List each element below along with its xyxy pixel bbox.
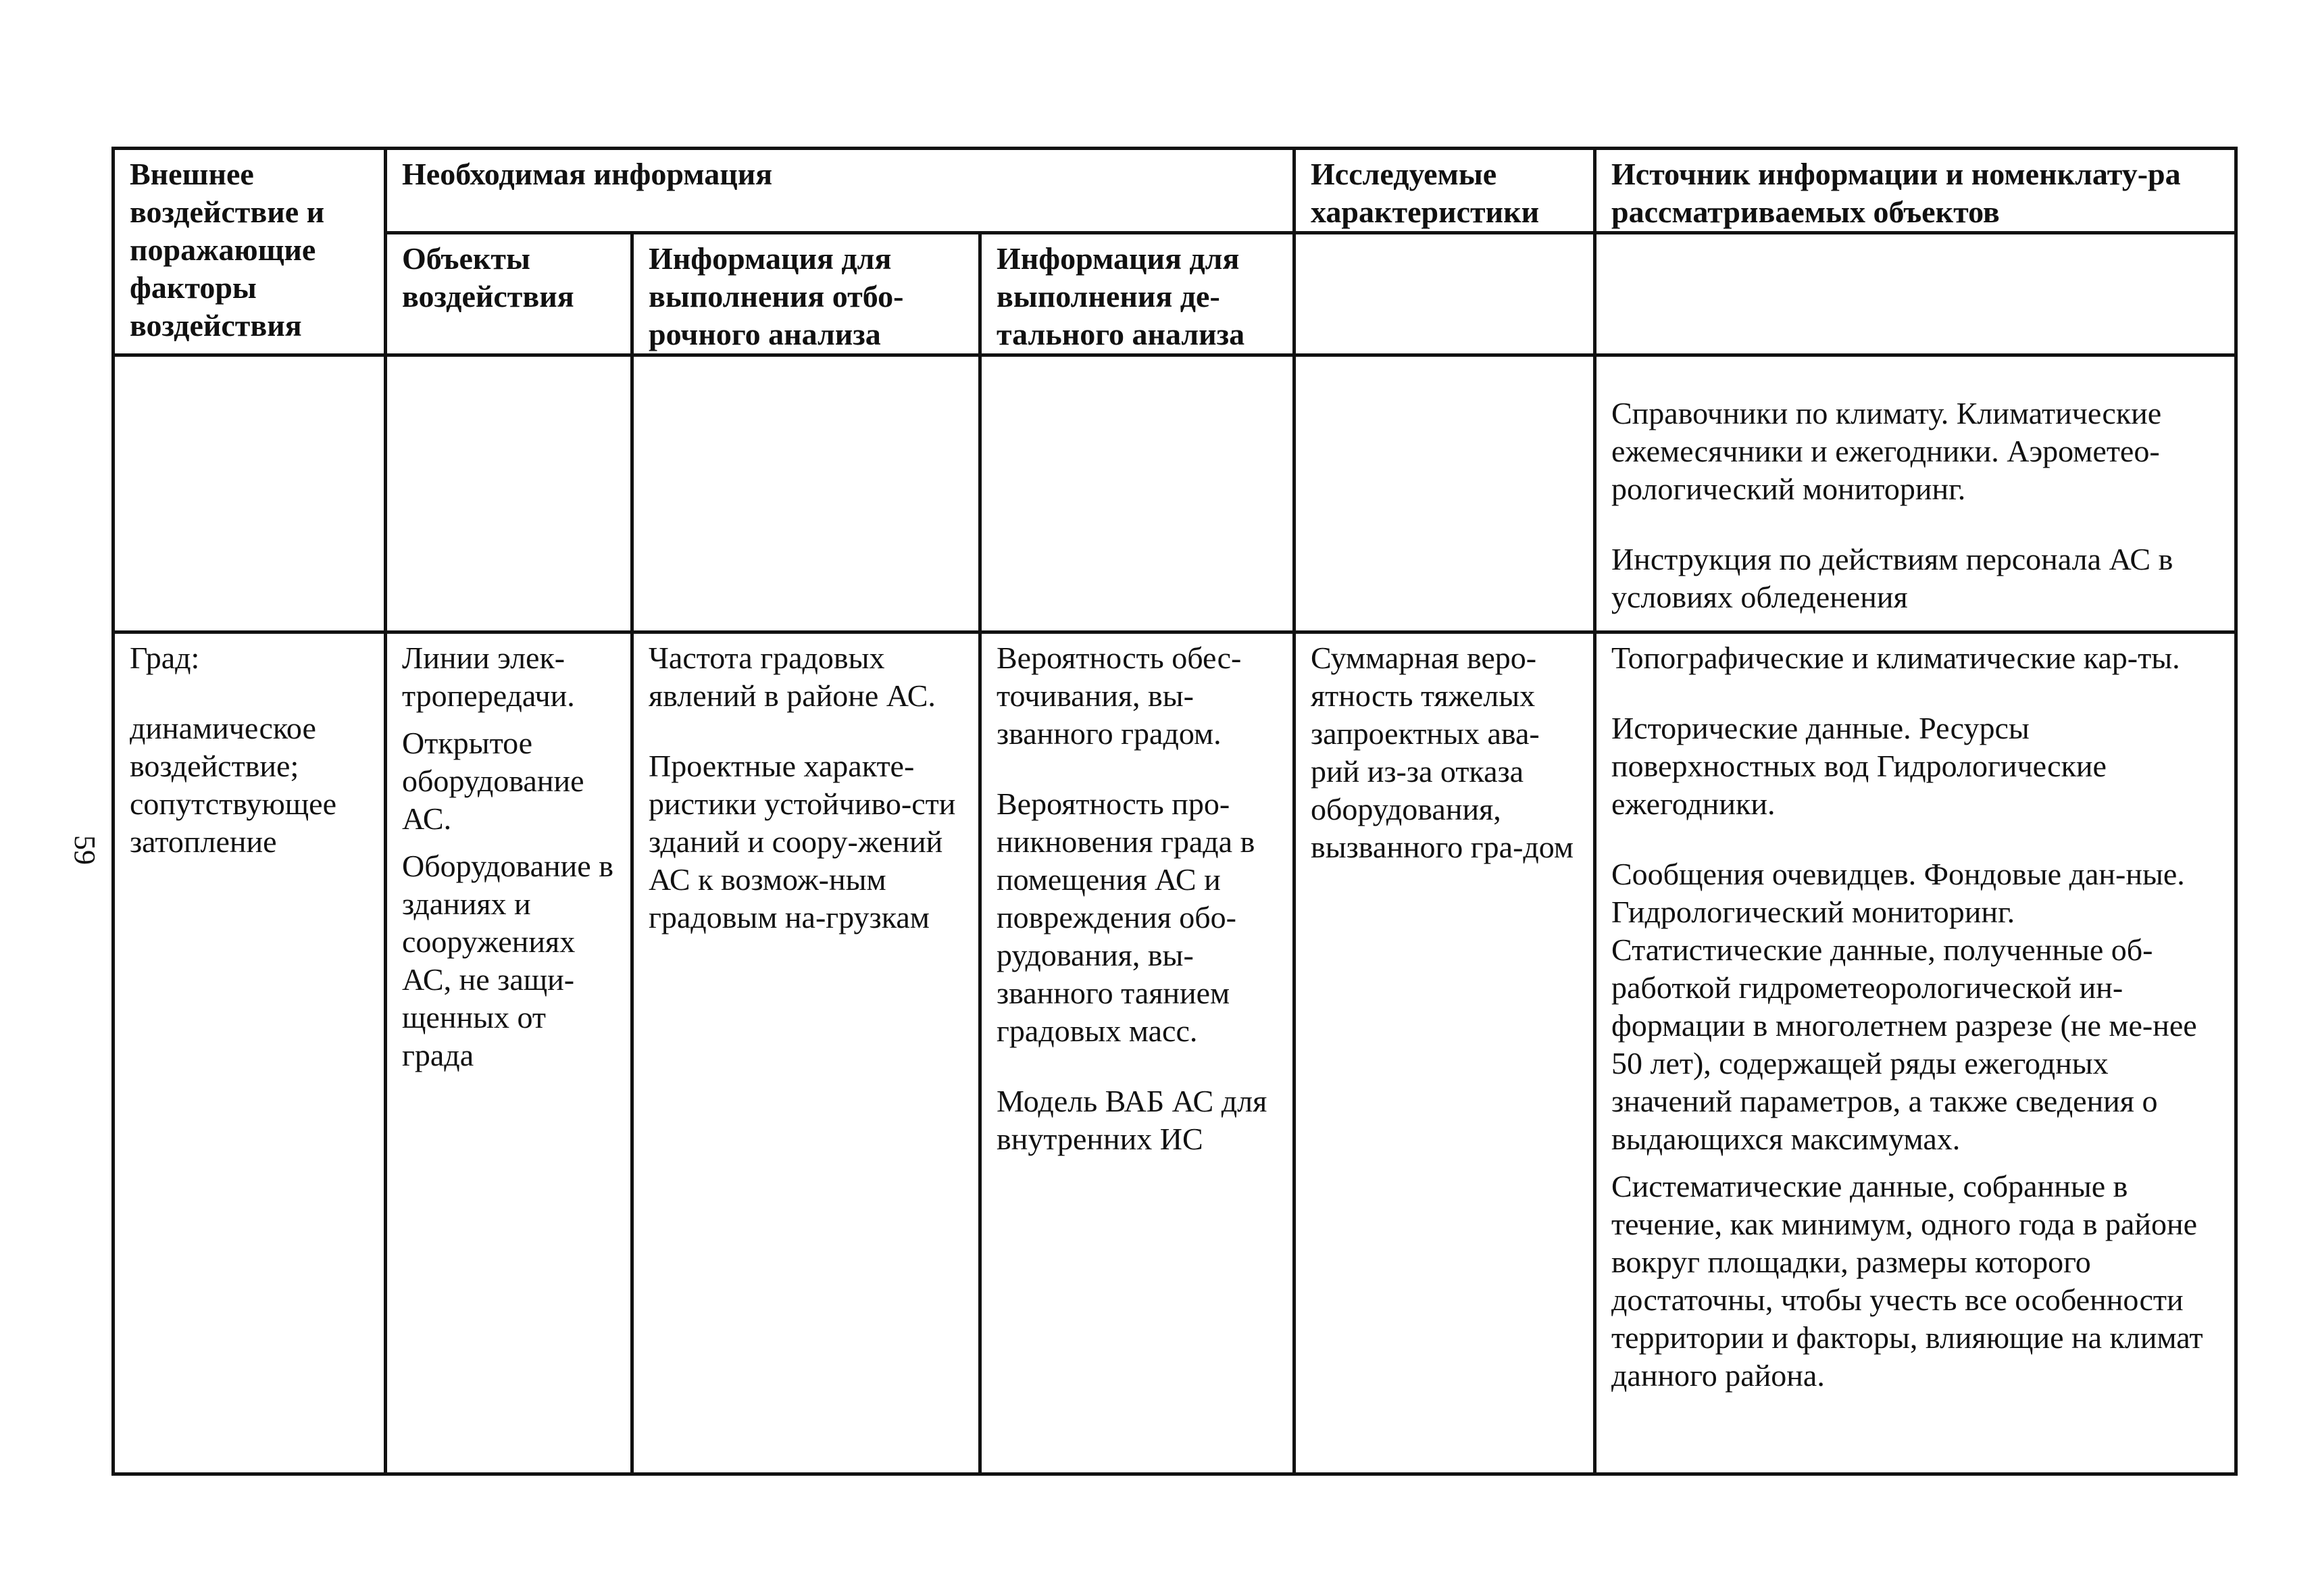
table-row-icing [114, 355, 2236, 632]
header-row-2 [114, 233, 2236, 355]
hail-detailed-item: Вероятность про-никновения града в помещения АС и повреждения обо-рудования, вы-званного таянием градовых масс. [997, 787, 1255, 1048]
hail-object-item: Открытое оборудование АС. [402, 726, 584, 836]
cell-empty [386, 355, 632, 632]
cell-empty [114, 355, 386, 632]
hail-object-item: Линии элек-тропередачи. [402, 641, 575, 713]
header-row-1 [114, 149, 2236, 233]
cell-hail-screening [632, 632, 980, 1474]
header-empty-source [1595, 233, 2236, 355]
cell-hail-objects [386, 632, 632, 1474]
cell-empty [1294, 355, 1595, 632]
hail-source-paragraph: Исторические данные. Ресурсы поверхностных вод Гидрологические ежегодники. [1611, 711, 2107, 821]
cell-hail-detailed [980, 632, 1294, 1474]
table-row-hail [114, 632, 2236, 1474]
hail-detailed-item: Модель ВАБ АС для внутренних ИС [997, 1084, 1267, 1156]
cell-hail-source [1595, 632, 2236, 1474]
requirements-table [111, 147, 2238, 1476]
cell-empty [632, 355, 980, 632]
hail-screening-item: Проектные характе-ристики устойчиво-сти зданий и соору-жений АС к возмож-ным градовым на-грузкам [649, 749, 956, 934]
cell-hail-researched [1294, 632, 1595, 1474]
hail-source-paragraph: Сообщения очевидцев. Фондовые дан-ные. Гидрологический мониторинг. Статистические данные, полученные об-работкой гидрометеорологической ин-формации в многолетнем разрезе (не ме-нее 50 лет), содержащей ряды ежегодных значений параметров, а также сведения о выдающихся максимумах. [1611, 857, 2197, 1156]
hail-impact-description: динамическое воздействие; сопутствующее затопление [130, 711, 336, 859]
header-objects: Объекты воздействия [386, 233, 632, 355]
page-number: 59 [68, 835, 101, 865]
hail-source-paragraph: Систематические данные, собранные в течение, как минимум, одного года в районе вокруг площадки, размеры которого достаточны, чтобы учесть все особенности территории и факторы, влияющие на климат данного района. [1611, 1169, 2203, 1393]
header-detailed-info: Информация для выполнения де-тального анализа [980, 233, 1294, 355]
hail-impact-title: Град: [130, 641, 200, 675]
cell-hail-impact [114, 632, 386, 1474]
cell-empty [980, 355, 1294, 632]
header-needed-information: Необходимая информация [386, 149, 1294, 233]
header-empty-researched [1294, 233, 1595, 355]
hail-screening-item: Частота градовых явлений в районе АС. [649, 641, 936, 713]
icing-source-paragraph: Инструкция по действиям персонала АС в условиях обледенения [1611, 542, 2173, 614]
icing-source-paragraph: Справочники по климату. Климатические ежемесячники и ежегодники. Аэрометео-рологический мониторинг. [1611, 396, 2162, 506]
header-impact-factors: Внешнее воздействие и поражающие факторы воздействия [114, 149, 386, 355]
hail-researched-text: Суммарная веро-ятность тяжелых запроектных ава-рий из-за отказа оборудования, вызванного гра-дом [1311, 641, 1574, 864]
cell-icing-source [1595, 355, 2236, 632]
header-screening-info: Информация для выполнения отбо-рочного анализа [632, 233, 980, 355]
header-information-source: Источник информации и номенклату-ра рассматриваемых объектов [1595, 149, 2236, 233]
header-researched-characteristics: Исследуемые характеристики [1294, 149, 1595, 233]
hail-object-item: Оборудование в зданиях и сооружениях АС, не защи-щенных от града [402, 849, 613, 1072]
hail-detailed-item: Вероятность обес-точивания, вы-званного градом. [997, 641, 1242, 751]
hail-source-paragraph: Топографические и климатические кар-ты. [1611, 641, 2180, 675]
